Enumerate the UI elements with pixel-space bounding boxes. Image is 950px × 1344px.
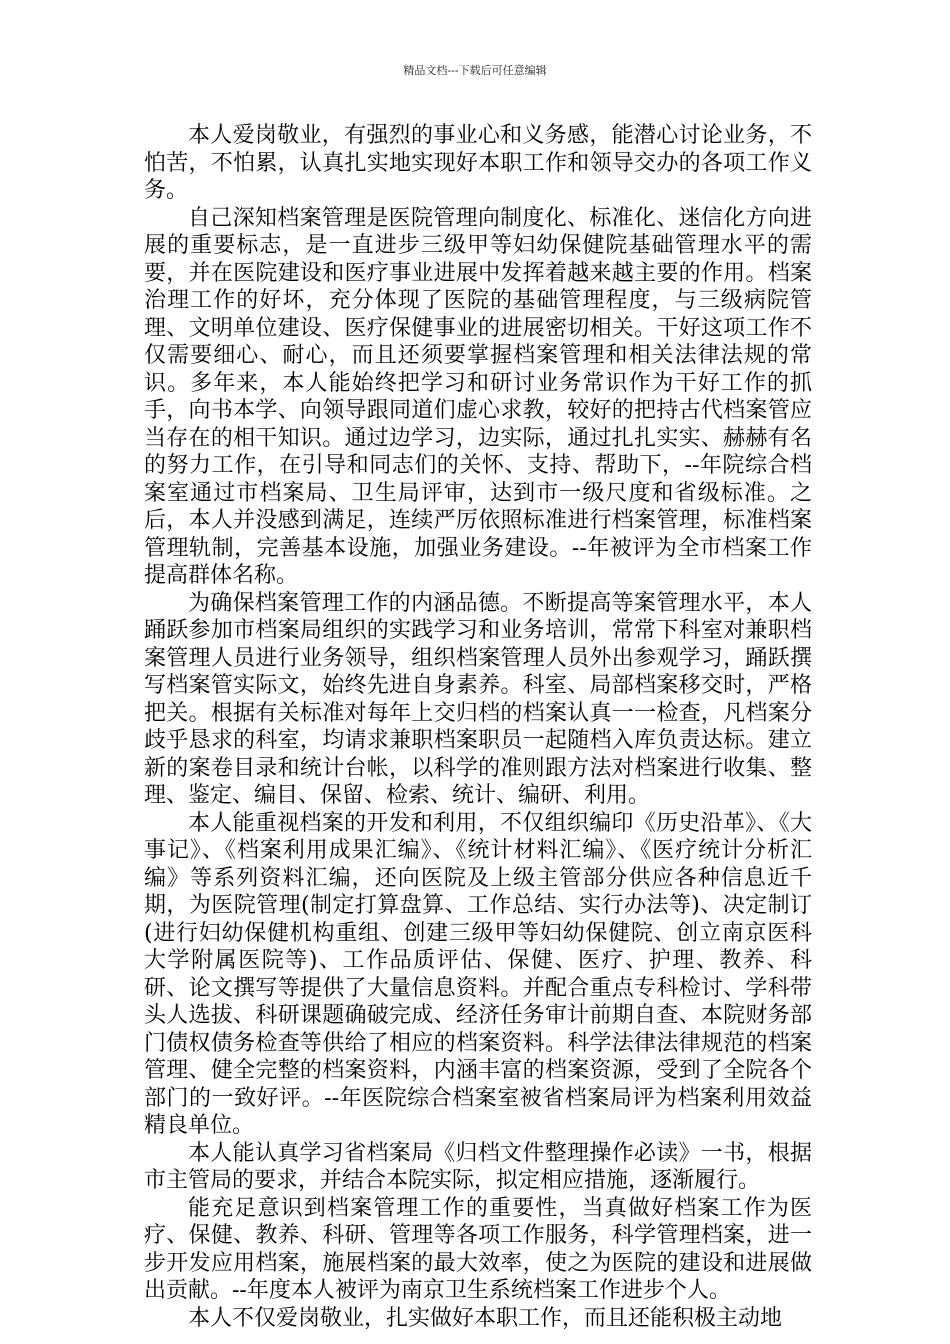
paragraph: 本人爱岗敬业，有强烈的事业心和义务感，能潜心讨论业务，不怕苦，不怕累，认真扎实地实现好本职工作和领导交办的各项工作义务。 [144,123,812,203]
paragraph: 本人能认真学习省档案局《归档文件整理操作必读》一书，根据市主管局的要求，并结合本院实际，拟定相应措施，逐渐履行。 [144,1140,812,1193]
paragraph: 能充足意识到档案管理工作的重要性，当真做好档案工作为医疗、保健、教养、科研、管理等各项工作服务，科学管理档案，进一步开发应用档案，施展档案的最大效率，使之为医院的建设和进展做出贡献。--年度本人被评为南京卫生系统档案工作进步个人。 [144,1195,812,1303]
paragraph: 自己深知档案管理是医院管理向制度化、标准化、迷信化方向进展的重要标志，是一直进步三级甲等妇幼保健院基础管理水平的需要，并在医院建设和医疗事业进展中发挥着越来越主要的作用。档案治理工作的好坏，充分体现了医院的基础管理程度，与三级病院管理、文明单位建设、医疗保健事业的进展密切相关。干好这项工作不仅需要细心、耐心，而且还须要掌握档案管理和相关法律法规的常识。多年来，本人能始终把学习和研讨业务常识作为干好工作的抓手，向书本学、向领导跟同道们虚心求教，较好的把持古代档案管应当存在的相干知识。通过边学习，边实际，通过扎扎实实、赫赫有名的努力工作，在引导和同志们的关怀、支持、帮助下，--年院综合档案室通过市档案局、卫生局评审，达到市一级尺度和省级标准。之后，本人并没感到满足，连续严厉依照标准进行档案管理，标准档案管理轨制，完善基本设施，加强业务建设。--年被评为全市档案工作提高群体名称。 [144,205,812,588]
page-header: 精品文档---下载后可任意编辑 [403,64,547,77]
paragraph: 本人不仅爱岗敬业，扎实做好本职工作，而且还能积极主动地 [188,1305,783,1331]
paragraph: 本人能重视档案的开发和利用，不仅组织编印《历史沿革》、《大事记》、《档案利用成果汇编》、《统计材料汇编》、《医疗统计分析汇编》等系列资料汇编，还向医院及上级主管部分供应各种信息近千期，为医院管理(制定打算盘算、工作总结、实行办法等)、决定制订(进行妇幼保健机构重组、创建三级甲等妇幼保健院、创立南京医科大学附属医院等)、工作品质评估、保健、医疗、护理、教养、科研、论文撰写等提供了大量信息资料。并配合重点专科检讨、学科带头人选拔、科研课题确破完成、经济任务审计前期自查、本院财务部门债权债务检查等供给了相应的档案资料。科学法律法律规范的档案管理、健全完整的档案资料，内涵丰富的档案资源，受到了全院各个部门的一致好评。--年医院综合档案室被省档案局评为档案利用效益精良单位。 [144,810,812,1138]
paragraph: 为确保档案管理工作的内涵品德。不断提高等案管理水平，本人踊跃参加市档案局组织的实践学习和业务培训，常常下科室对兼职档案管理人员进行业务领导，组织档案管理人员外出参观学习，踊跃撰写档案管实际文，始终先进自身素养。科室、局部档案移交时，严格把关。根据有关标准对每年上交归档的档案认真一一检查，凡档案分歧乎恳求的科室，均请求兼职档案职员一起随档入库负责达标。建立新的案卷目录和统计台帐，以科学的准则跟方法对档案进行收集、整理、鉴定、编目、保留、检索、统计、编研、利用。 [144,590,812,808]
document-body [144,122,812,1332]
